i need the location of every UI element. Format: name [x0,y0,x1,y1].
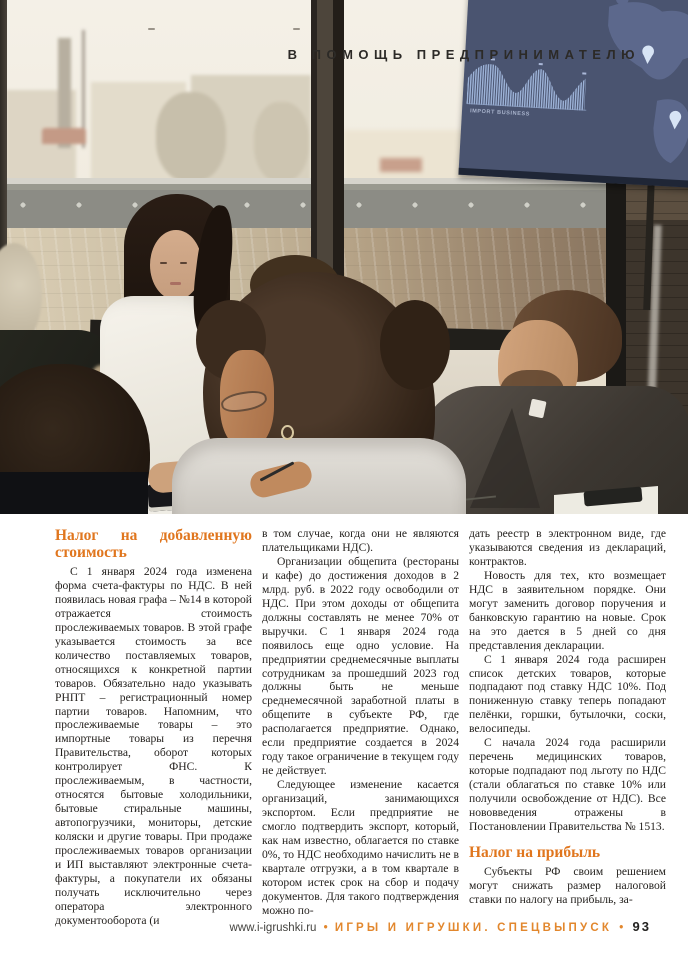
paragraph: дать реестр в электронном виде, где указываются сведения из деклараций, контрактов. [469,527,666,568]
site-url: www.i-igrushki.ru [229,922,317,934]
separator-dot: • [323,922,328,934]
trees [254,102,309,182]
world-map [591,0,688,170]
separator-dot: • [619,922,624,934]
tv-chart-label: IMPORT BUSINESS [469,108,531,118]
paragraph: Новость для тех, кто возмещает НДС в заявительном порядке. Они могут заменить договор поручения и банковскую гарантию на новые. Срок на это дается в 5 дней со дня представления декларации. [469,568,666,652]
column-3 [469,527,666,928]
page-footer [230,919,651,934]
curly-hair-fluff [380,300,450,390]
profit-heading: Налог на прибыль [469,843,601,861]
magazine-title: ИГРЫ И ИГРУШКИ. СПЕЦВЫПУСК [334,922,613,934]
city-skyline [6,20,312,182]
bar-chart [466,56,597,113]
column-2 [262,527,459,928]
paragraph: С 1 января 2024 года изменена форма счета-фактуры по НДС. В ней появилась новая графа – №14 в которой отражается стоимость прослеживаемых товаров. В этой графе указывается стоимость за все количество поставляемых товаров, относящихся к конкретной партии товаров. Обязательно надо указывать РНПТ – регистрационный номер партии товаров. Напомним, что прослеживаемые товары – это импортные товары из перечня Правительства, оборот которых контролирует ФНС. К прослеживаемым, в частности, относятся бытовые холодильники, бытовые стиральные машины, автопогрузчики, мониторы, детские коляски и другие товары. При продаже прослеживаемых товаров организации и ИП выставляют электронные счета-фактуры, а покупатели их обязаны получать исключительно через оператора электронного документооборота (и [55,565,252,927]
vat-heading: Налог на добавленную стоимость [55,527,252,561]
column-1 [55,527,252,928]
paragraph: в том случае, когда они не являются плательщиками НДС). [262,527,459,554]
article-body [55,527,667,928]
red-roof [380,158,422,172]
foreground-man-suit [0,472,148,514]
section-label: В ПОМОЩЬ ПРЕДПРИНИМАТЕЛЮ [287,47,640,62]
balcony-railing [6,178,610,228]
paragraph: С начала 2024 года расширили перечень медицинских товаров, которые подпадают под льготу по НДС (стали облагаться по ставке 10% или получили освобождение от НДС). Все нововведения отражены в Постановлении Правительства № 1513. [469,736,666,834]
woman-curly-blouse [172,438,466,514]
paragraph: Следующее изменение касается организаций, занимающихся экспортом. Если предприятие не смогло подтвердить экспорт, который, как нам известно, облагается по ставке 0%, то НДС необходимо начислить не в квартале отгрузки, а в том квартале в котором истек срок на сбор и подачу документов. Для такого подтверждения можно по- [262,778,459,917]
paragraph: Организации общепита (рестораны и кафе) до достижения доходов в 2 млрд. руб. в 2022 году освободили от НДС. При этом доходы от общепита должны составлять не менее 70% от выручки. С 1 января 2024 года появилось еще одно условие. На предприятии среднемесячные выплаты сотрудникам за прошедший 2023 год должны быть не меньше среднемесячной заработной платы в общепите в субъекте РФ, где располагается предприятие. Однако, если предприятие создается в 2024 году такое ограничение в текущем году не действует. [262,554,459,778]
trees [156,92,226,182]
page-number: 93 [632,919,651,934]
earring [281,425,294,440]
paragraph: Субъекты РФ своим решением могут снижать размер налоговой ставки по налогу на прибыль, за- [469,864,666,906]
red-roof [42,128,86,144]
paragraph: С 1 января 2024 года расширен список детских товаров, которые подпадают под ставку НДС 10%. Под пониженную ставку теперь попадают пелёнки, горшки, бутылочки, соски, велосипеды. [469,652,666,736]
tv-screen [458,0,688,189]
